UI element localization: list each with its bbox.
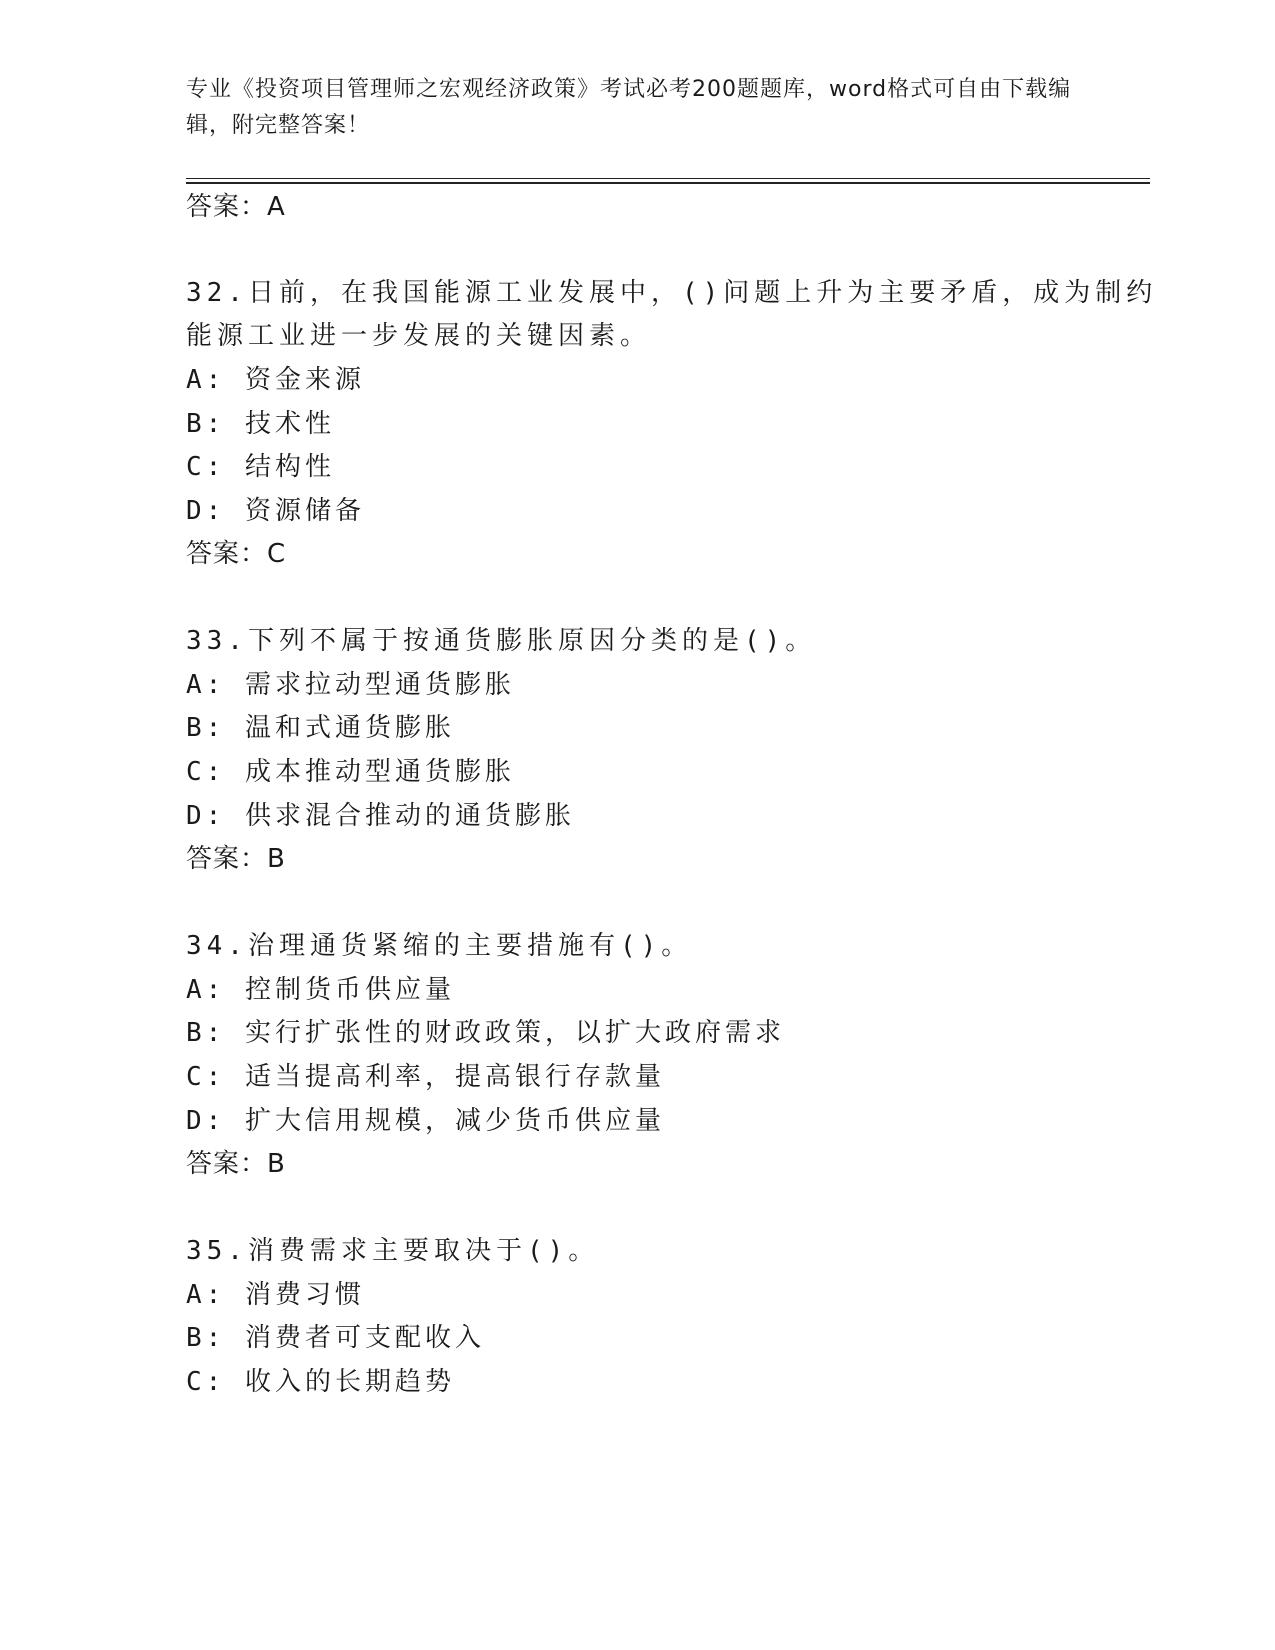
question-34-option-a: A: 控制货币供应量 [186, 975, 455, 1005]
question-35-option-b: B: 消费者可支配收入 [186, 1323, 485, 1353]
question-33-option-d: D: 供求混合推动的通货膨胀 [186, 801, 575, 831]
question-32-text-line1: 32.日前，在我国能源工业发展中，()问题上升为主要矛盾，成为制约 [186, 278, 1158, 308]
question-33-option-c: C: 成本推动型通货膨胀 [186, 757, 515, 787]
document-header-intro: 专业《投资项目管理师之宏观经济政策》考试必考200题题库，word格式可自由下载编辑，附完整答案！ [186, 77, 1072, 138]
question-34-text: 34.治理通货紧缩的主要措施有()。 [186, 931, 693, 961]
question-32-option-b: B: 技术性 [186, 409, 335, 439]
answer-33: 答案：B [186, 844, 286, 874]
question-33-option-a: A: 需求拉动型通货膨胀 [186, 670, 515, 700]
answer-34: 答案：B [186, 1149, 286, 1179]
header-divider-thick [186, 182, 1150, 184]
question-34-option-d: D: 扩大信用规模，减少货币供应量 [186, 1106, 665, 1136]
answer-31: 答案：A [186, 192, 286, 222]
question-35-option-a: A: 消费习惯 [186, 1280, 365, 1310]
question-34-option-c: C: 适当提高利率，提高银行存款量 [186, 1062, 665, 1092]
header-divider-thin [186, 178, 1150, 179]
question-33-option-b: B: 温和式通货膨胀 [186, 713, 455, 743]
question-33-text: 33.下列不属于按通货膨胀原因分类的是()。 [186, 626, 817, 656]
question-34-option-b: B: 实行扩张性的财政政策，以扩大政府需求 [186, 1018, 785, 1048]
question-32-option-d: D: 资源储备 [186, 496, 365, 526]
question-35-text: 35.消费需求主要取决于()。 [186, 1236, 600, 1266]
question-35-option-c: C: 收入的长期趋势 [186, 1367, 455, 1397]
question-32-text-line2: 能源工业进一步发展的关键因素。 [186, 321, 652, 351]
question-32-option-c: C: 结构性 [186, 452, 335, 482]
question-32-option-a: A: 资金来源 [186, 365, 365, 395]
answer-32: 答案：C [186, 539, 287, 569]
